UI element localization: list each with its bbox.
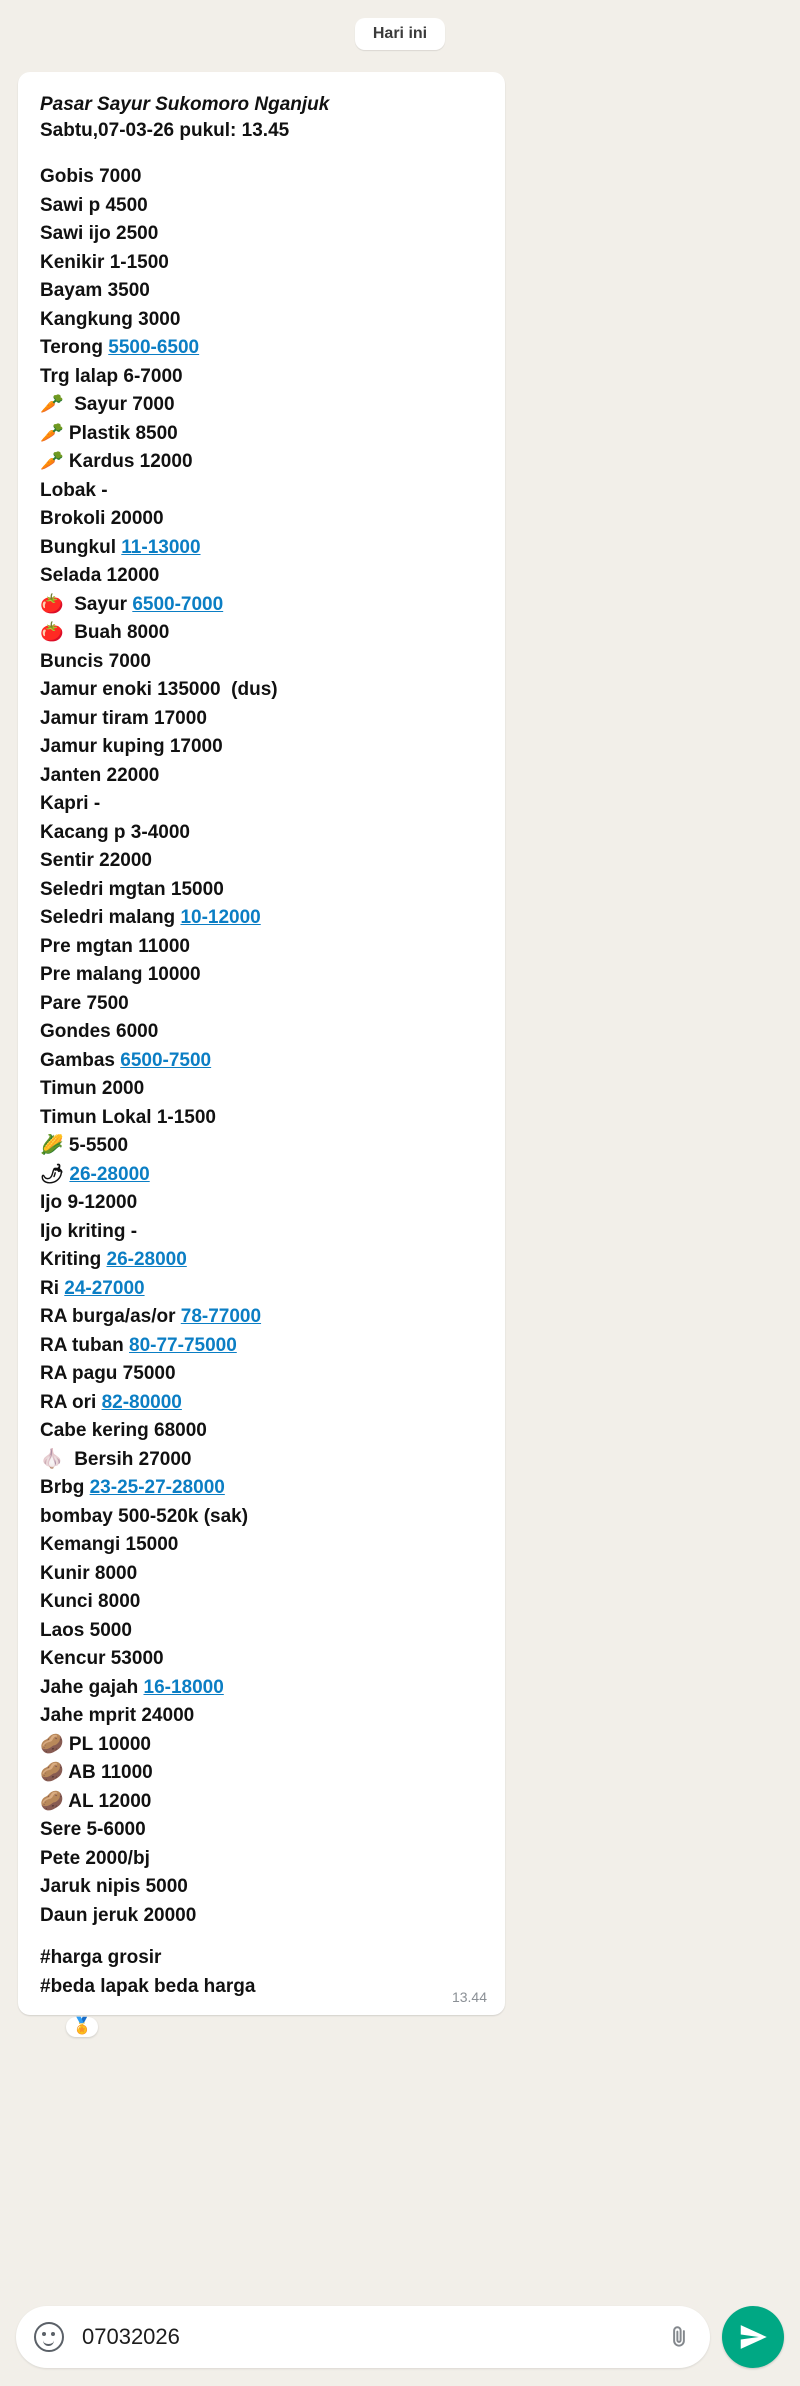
price-link[interactable]: 11-13000	[121, 536, 201, 558]
price-link[interactable]: 78-77000	[180, 1306, 262, 1328]
message-line: RA pagu 75000	[40, 1363, 176, 1385]
send-button[interactable]	[722, 2306, 784, 2368]
message-line: Kemangi 15000	[40, 1534, 179, 1556]
message-line: Pre malang 10000	[40, 964, 201, 986]
message-composer	[0, 2306, 800, 2368]
message-line: RA ori 82-80000	[40, 1391, 182, 1413]
message-body	[40, 149, 483, 2001]
message-line: Jamur enoki 135000 (dus)	[40, 679, 278, 701]
date-divider	[0, 0, 800, 50]
message-line: Pare 7500	[40, 992, 129, 1014]
price-link[interactable]: 26-28000	[106, 1249, 187, 1271]
message-line: Selada 12000	[40, 565, 160, 587]
message-line: Gambas 6500-7500	[40, 1049, 212, 1071]
message-line: #harga grosir	[40, 1947, 162, 1969]
message-line: 🥕 Plastik 8500	[40, 422, 178, 444]
message-line: Sere 5-6000	[40, 1819, 146, 1841]
composer-input-wrap[interactable]	[16, 2306, 710, 2368]
price-link[interactable]: 82-80000	[101, 1391, 182, 1413]
message-line: Jamur kuping 17000	[40, 736, 223, 758]
message-line: Pete 2000/bj	[40, 1847, 150, 1869]
message-line: Kencur 53000	[40, 1648, 164, 1670]
price-link[interactable]: 6500-7000	[132, 593, 224, 615]
message-line: Buncis 7000	[40, 650, 151, 672]
message-line: Sawi ijo 2500	[40, 223, 159, 245]
emoji-icon[interactable]	[34, 2322, 64, 2352]
message-line	[40, 149, 483, 163]
message-line: RA burga/as/or 78-77000	[40, 1306, 262, 1328]
price-link[interactable]: 24-27000	[64, 1277, 145, 1299]
message-line: Seledri mgtan 15000	[40, 878, 224, 900]
message-line: 🍅 Sayur 6500-7000	[40, 593, 224, 615]
message-line: Janten 22000	[40, 764, 160, 786]
message-line: 🍅 Buah 8000	[40, 622, 170, 644]
paperclip-icon[interactable]	[666, 2322, 692, 2352]
message-line: Timun 2000	[40, 1078, 145, 1100]
message-line: Kangkung 3000	[40, 308, 181, 330]
price-link[interactable]: 26-28000	[69, 1163, 150, 1185]
message-line: Kacang p 3-4000	[40, 821, 190, 843]
price-link[interactable]: 6500-7500	[120, 1049, 212, 1071]
message-line: Kenikir 1-1500	[40, 251, 169, 273]
message-line	[40, 1930, 483, 1944]
message-line: RA tuban 80-77-75000	[40, 1334, 237, 1356]
message-line: Bungkul 11-13000	[40, 536, 201, 558]
message-line: Trg lalap 6-7000	[40, 365, 183, 387]
message-line: Lobak -	[40, 479, 108, 501]
message-line: Kapri -	[40, 793, 101, 815]
message-reaction[interactable]: 🏅	[66, 2017, 98, 2037]
message-line: Bayam 3500	[40, 280, 150, 302]
message-line: Brokoli 20000	[40, 508, 164, 530]
message-line: Gondes 6000	[40, 1021, 159, 1043]
date-divider-label: Hari ini	[355, 18, 445, 50]
message-line: Laos 5000	[40, 1619, 132, 1641]
message-input[interactable]	[80, 2323, 666, 2351]
message-line: Jahe gajah 16-18000	[40, 1676, 224, 1698]
price-link[interactable]: 16-18000	[143, 1676, 224, 1698]
message-line: 🌽 5-5500	[40, 1135, 129, 1157]
message-line: Pre mgtan 11000	[40, 935, 190, 957]
message-line: Ijo kriting -	[40, 1220, 138, 1242]
message-line: 🥔 PL 10000	[40, 1733, 151, 1755]
message-line: Cabe kering 68000	[40, 1420, 207, 1442]
message-line: Jamur tiram 17000	[40, 707, 207, 729]
send-icon	[738, 2322, 768, 2352]
message-line: bombay 500-520k (sak)	[40, 1505, 249, 1527]
message-title: Pasar Sayur Sukomoro Nganjuk	[40, 94, 330, 115]
message-subtitle: Sabtu,07-03-26 pukul: 13.45	[40, 119, 290, 141]
message-line: 🧄 Bersih 27000	[40, 1448, 192, 1470]
message-line: Brbg 23-25-27-28000	[40, 1477, 225, 1499]
message-line: #beda lapak beda harga	[40, 1975, 256, 1997]
message-line: Timun Lokal 1-1500	[40, 1106, 216, 1128]
message-line: Seledri malang 10-12000	[40, 907, 261, 929]
message-line: Ijo 9-12000	[40, 1192, 138, 1214]
message-line: 🥔 AB 11000	[40, 1762, 153, 1784]
price-link[interactable]: 5500-6500	[108, 337, 200, 359]
message-line: 🥕 Sayur 7000	[40, 394, 175, 416]
message-line: Kriting 26-28000	[40, 1249, 187, 1271]
message-timestamp: 13.44	[451, 1989, 487, 2006]
message-bubble[interactable]	[18, 72, 505, 2036]
message-line: Jaruk nipis 5000	[40, 1876, 188, 1898]
price-link[interactable]: 10-12000	[180, 907, 261, 929]
message-line: Daun jeruk 20000	[40, 1904, 197, 1926]
price-link[interactable]: 80-77-75000	[129, 1334, 237, 1356]
message-line: Sentir 22000	[40, 850, 152, 872]
message-line: Terong 5500-6500	[40, 337, 200, 359]
message-line: Kunci 8000	[40, 1591, 141, 1613]
price-link[interactable]: 23-25-27-28000	[89, 1477, 225, 1499]
message-line: Ri 24-27000	[40, 1277, 145, 1299]
message-line: Sawi p 4500	[40, 194, 148, 216]
message-line: Jahe mprit 24000	[40, 1705, 195, 1727]
message-line: 🌶 26-28000	[40, 1163, 150, 1185]
message-line: Gobis 7000	[40, 166, 142, 188]
message-line: 🥔 AL 12000	[40, 1790, 152, 1812]
message-line: 🥕 Kardus 12000	[40, 451, 193, 473]
message-line: Kunir 8000	[40, 1562, 138, 1584]
